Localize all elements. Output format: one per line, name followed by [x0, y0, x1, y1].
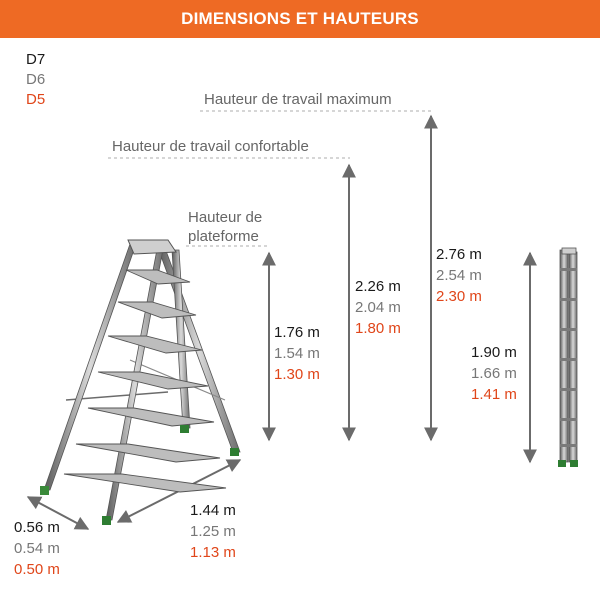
base-width-values — [14, 517, 60, 580]
label-comfort-work-height: Hauteur de travail confortable — [112, 138, 309, 155]
ladder-folded-icon — [558, 248, 578, 467]
value-d7: 0.56 m — [14, 519, 60, 536]
value-d7: 1.90 m — [471, 344, 517, 361]
comfort-height-values — [355, 276, 401, 339]
value-d5: 2.30 m — [436, 288, 482, 305]
value-d7: 2.76 m — [436, 246, 482, 263]
value-d6: 1.54 m — [274, 345, 320, 362]
label-max-work-height: Hauteur de travail maximum — [204, 91, 392, 108]
value-d6: 2.54 m — [436, 267, 482, 284]
platform-height-values — [274, 322, 320, 385]
legend-d7: D7 — [26, 51, 46, 68]
value-d5: 1.80 m — [355, 320, 401, 337]
value-d5: 1.41 m — [471, 386, 517, 403]
value-d6: 1.25 m — [190, 523, 236, 540]
folded-height-values — [471, 342, 517, 405]
ladder-open-icon — [40, 240, 240, 525]
legend-d6: D6 — [26, 71, 46, 88]
value-d7: 2.26 m — [355, 278, 401, 295]
value-d7: 1.76 m — [274, 324, 320, 341]
value-d6: 1.66 m — [471, 365, 517, 382]
value-d6: 0.54 m — [14, 540, 60, 557]
label-platform-line1: Hauteur de — [188, 209, 263, 226]
value-d5: 1.30 m — [274, 366, 320, 383]
value-d6: 2.04 m — [355, 299, 401, 316]
value-d7: 1.44 m — [190, 502, 236, 519]
value-d5: 0.50 m — [14, 561, 60, 578]
label-platform-line2: plateforme — [188, 228, 259, 245]
section-title: DIMENSIONS ET HAUTEURS — [181, 9, 419, 28]
max-height-values — [436, 244, 482, 307]
label-platform-height — [188, 208, 262, 246]
base-depth-values — [190, 500, 236, 563]
legend-d5: D5 — [26, 91, 46, 108]
value-d5: 1.13 m — [190, 544, 236, 561]
